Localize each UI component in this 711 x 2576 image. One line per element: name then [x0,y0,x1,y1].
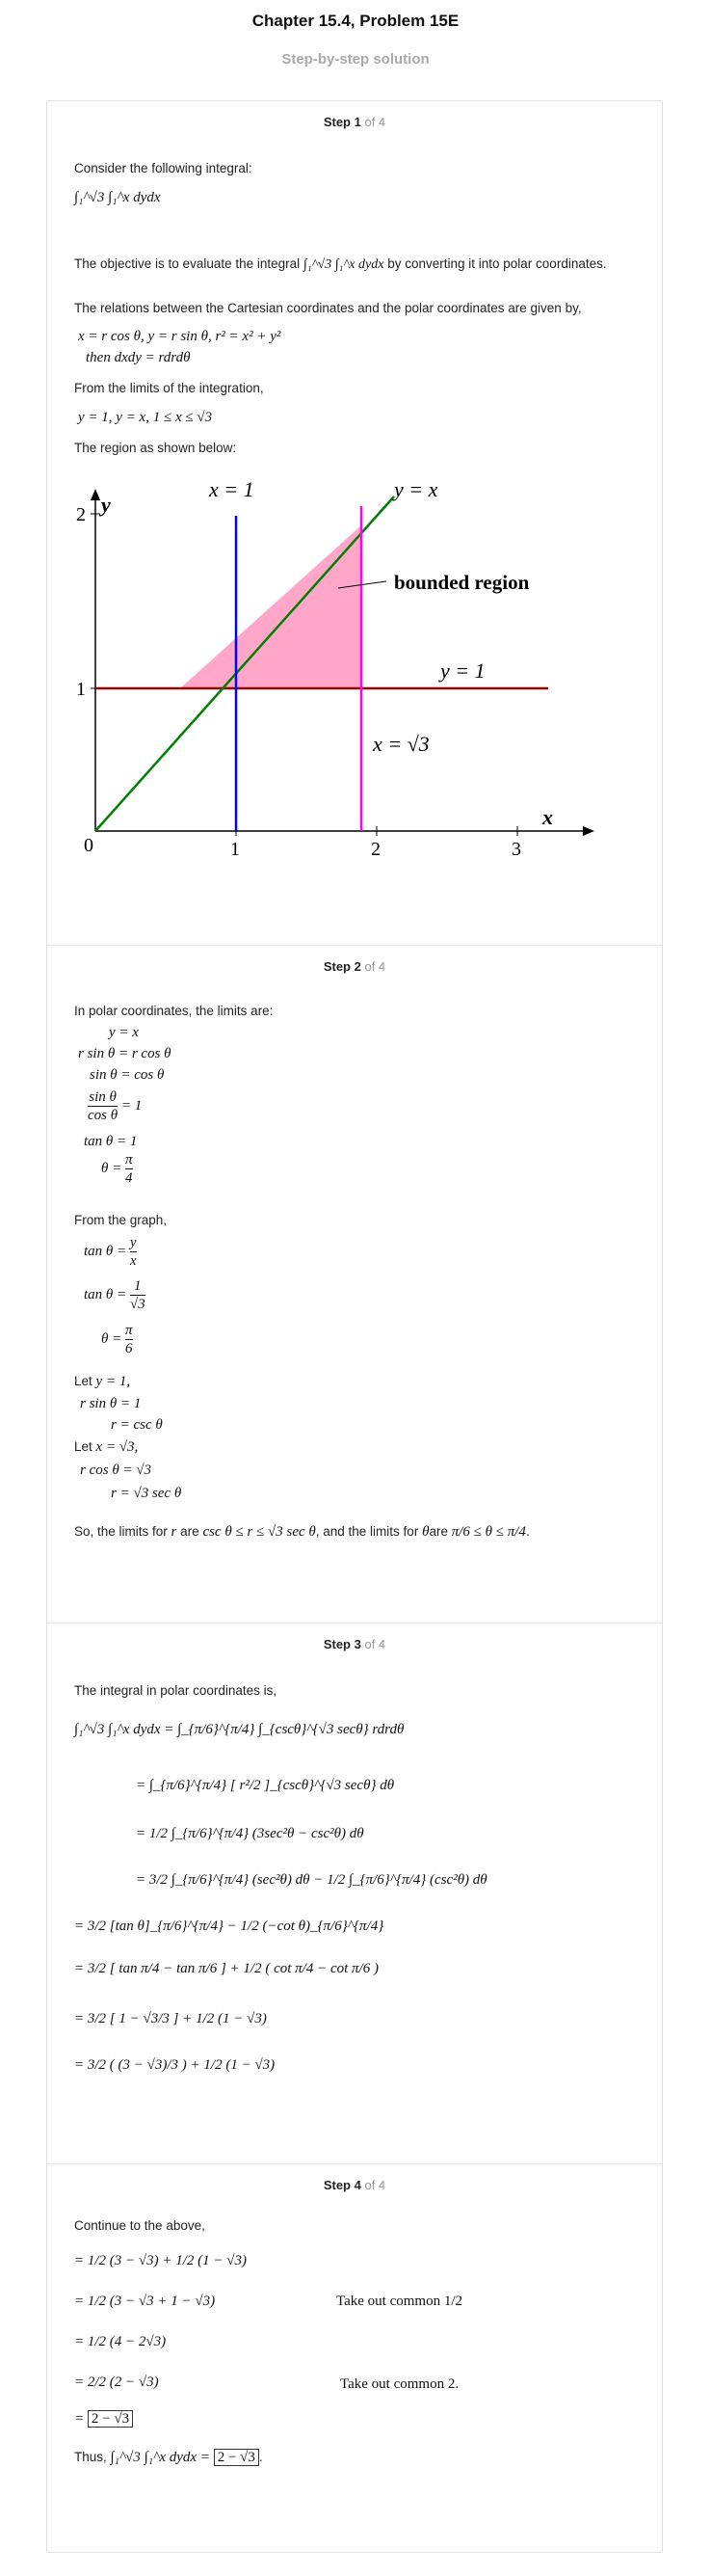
step-2-title: Step 2 of 4 [323,959,386,974]
x-tick-label-2: 2 [371,839,381,860]
step-2-card [46,945,663,1623]
y-axis-arrow [91,489,100,500]
y-tick-label-2: 2 [76,504,86,525]
x-axis-arrow [583,826,594,836]
page-subtitle: Step-by-step solution [281,51,430,67]
step-1-region-text: The region as shown below: [74,441,237,455]
step-3-card [46,1623,663,2164]
final-answer-box: 2 − √3 [88,2410,133,2428]
page-header [0,0,711,69]
step-1-eq1: x = r cos θ, y = r sin θ, r² = x² + y² [78,329,281,344]
step-2-l1: y = x [109,1025,139,1040]
step-1-limits-eq: y = 1, y = x, 1 ≤ x ≤ √3 [78,410,213,425]
step-4-conclusion: Thus, ∫₁^√3 ∫₁^x dydx = 2 − √3 . [74,2450,263,2465]
step-2-let2: Let x = √3, [74,1439,139,1455]
step-2-graph-text: From the graph, [74,1213,168,1227]
step-2-l4: $\frac{\text{sin θ}}{\text{cos θ}}$ = 1 [88,1089,143,1123]
bounded-region-fill [180,525,361,688]
step-4-e2: = 1/2 (3 − √3 + 1 − √3) [74,2294,216,2309]
step-2-let1: Let y = 1, [74,1374,131,1389]
step-2-let1-e2: r = csc θ [111,1417,163,1433]
label-y-equals-1: y = 1 [440,658,486,683]
step-2-g2: tan θ = $\frac{1}{√3}$ [84,1278,145,1312]
step-4-e1: = 1/2 (3 − √3) + 1/2 (1 − √3) [74,2253,248,2268]
step-2-let1-e1: r sin θ = 1 [80,1396,142,1411]
step-4-card [46,2163,663,2553]
step-4-note2: Take out common 2. [340,2376,460,2392]
step-1-limits-text: From the limits of the integration, [74,381,264,395]
step-4-note1: Take out common 1/2 [336,2294,463,2309]
step-4-e3: = 1/2 (4 − 2√3) [74,2334,167,2349]
step-1-card [46,100,663,946]
step-3-e6: = 3/2 [ tan π/4 − tan π/6 ] + 1/2 ( cot π/4 − cot π/6 ) [74,1961,379,1976]
step-1-title: Step 1 of 4 [323,115,386,129]
step-3-e4: = 3/2 ∫_{π/6}^{π/4} (sec²θ) dθ − 1/2 ∫_{π/6}^{π/4} (csc²θ) dθ [136,1872,487,1888]
step-2-l2: r sin θ = r cos θ [78,1046,171,1061]
step-2-summary: So, the limits for r are csc θ ≤ r ≤ √3 sec θ, and the limits for θare π/6 ≤ θ ≤ π/4. [74,1524,530,1540]
region-graph [66,468,606,872]
step-2-let2-e1: r cos θ = √3 [80,1462,152,1478]
step-1-relations: The relations between the Cartesian coordinates and the polar coordinates are given by, [74,301,582,315]
step-4-title: Step 4 of 4 [323,2178,386,2192]
step-2-l3: sin θ = cos θ [90,1067,165,1083]
objective-integral: ∫₁^√3 ∫₁^x dydx [303,257,384,272]
step-3-e3: = 1/2 ∫_{π/6}^{π/4} (3sec²θ − csc²θ) dθ [136,1826,364,1841]
step-2-intro: In polar coordinates, the limits are: [74,1004,274,1018]
step-2-g3: θ = $\frac{\pi}{6}$ [101,1323,133,1356]
step-2-l5: tan θ = 1 [84,1134,138,1149]
step-3-e7: = 3/2 [ 1 − √3/3 ] + 1/2 (1 − √3) [74,2011,267,2026]
step-3-e8: = 3/2 ( (3 − √3)/3 ) + 1/2 (1 − √3) [74,2057,276,2073]
step-4-e5: = 2 − √3 [74,2411,133,2428]
step-4-intro: Continue to the above, [74,2218,205,2233]
page-title: Chapter 15.4, Problem 15E [251,12,460,30]
step-2-l6: θ = $\frac{\pi}{4}$ [101,1152,133,1186]
step-1-eq2: then dxdy = rdrdθ [86,350,191,365]
step-3-e1: ∫₁^√3 ∫₁^x dydx = ∫_{π/6}^{π/4} ∫_{cscθ}^{√3 secθ} rdrdθ [74,1722,405,1737]
step-4-e4: = 2/2 (2 − √3) [74,2375,159,2390]
label-y-equals-x: y = x [394,477,438,501]
label-bounded-region: bounded region [394,571,530,594]
axis-label-x: x [542,805,553,829]
conclusion-answer-box: 2 − √3 [214,2449,259,2466]
x-tick-label-1: 1 [230,839,240,860]
step-1-intro: Consider the following integral: [74,161,252,175]
origin-label: 0 [84,835,93,856]
step-3-title: Step 3 of 4 [323,1637,386,1651]
step-2-let2-e2: r = √3 sec θ [111,1486,182,1501]
axis-label-y: y [101,493,111,517]
x-tick-label-3: 3 [512,839,521,860]
label-x-equals-1: x = 1 [209,477,254,501]
y-tick-label-1: 1 [76,679,86,700]
step-3-intro: The integral in polar coordinates is, [74,1683,277,1698]
step-1-objective: The objective is to evaluate the integral ∫₁^√3 ∫₁^x dydx by converting it into polar coordinates. [74,256,607,272]
step-1-integral: ∫₁^√3 ∫₁^x dydx [74,190,161,205]
label-x-equals-sqrt3: x = √3 [373,732,430,756]
step-2-g1: tan θ = $\frac{y}{x}$ [84,1235,137,1269]
step-3-e5: = 3/2 [tan θ]_{π/6}^{π/4} − 1/2 (−cot θ)_{π/6}^{π/4} [74,1919,384,1934]
step-3-e2: = ∫_{π/6}^{π/4} [ r²/2 ]_{cscθ}^{√3 secθ} dθ [136,1778,395,1793]
